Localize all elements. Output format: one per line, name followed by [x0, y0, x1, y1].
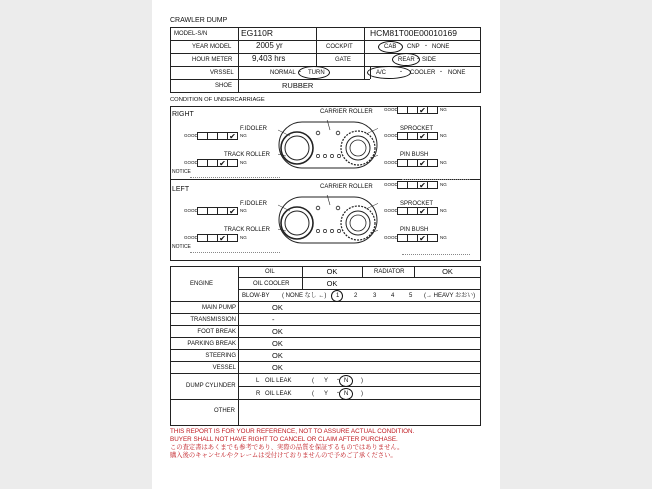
side-label: LEFT	[172, 186, 190, 193]
sprocket-label: SPROCKET	[400, 126, 434, 132]
disclaimer-line-1: THIS REPORT IS FOR YOUR REFERENCE, NOT TO ASSURE ACTUAL CONDITION.	[170, 428, 415, 435]
undercarriage-title: CONDITION OF UNDERCARRIAGE	[170, 97, 265, 103]
ng-label: NG	[440, 133, 447, 138]
notice-label: NOTICE	[172, 169, 191, 175]
sprocket-gauge	[398, 132, 438, 140]
leak-yes: Y	[324, 378, 329, 384]
shoe-value: RUBBER	[282, 81, 314, 90]
good-label: GOOD	[184, 208, 198, 213]
gauge-check: ✔	[417, 181, 428, 189]
model-value: EG110R	[241, 28, 273, 38]
gauge-box	[227, 159, 238, 167]
vessel-option-normal: NORMAL	[270, 70, 296, 76]
item-value: OK	[272, 327, 283, 336]
gauge-check: ✔	[417, 207, 428, 215]
track-roller-gauge	[198, 159, 238, 167]
vessel-label: VRSSEL	[210, 70, 234, 76]
disclaimer-line-3: この査定書はあくまでも参考であり、実際の品質を保証するものではありません。	[170, 444, 404, 451]
engine-label: ENGINE	[190, 281, 214, 287]
good-label: GOOD	[184, 133, 198, 138]
gauge-check: ✔	[227, 132, 238, 140]
cockpit-option-cab: CAB	[384, 44, 397, 50]
gate-option-side: SIDE	[422, 57, 437, 63]
f-idoler-label: F.IDOLER	[240, 126, 268, 132]
blowby-level-1: 1	[336, 293, 340, 299]
item-label: PARKING BREAK	[187, 341, 236, 347]
radiator-label: RADIATOR	[374, 269, 405, 275]
item-label: FOOT BREAK	[197, 329, 236, 335]
good-label: GOOD	[384, 133, 398, 138]
serial-value: HCM81T00E00010169	[370, 28, 457, 38]
item-value: OK	[272, 351, 283, 360]
oil-cooler-label: OIL COOLER	[253, 281, 290, 287]
ng-label: NG	[440, 107, 447, 112]
oil-cooler-value: OK	[326, 279, 338, 288]
dump-cylinder-label: DUMP CYLINDER	[186, 383, 236, 389]
good-label: GOOD	[384, 182, 398, 187]
good-label: GOOD	[384, 235, 398, 240]
leak-no-circle	[339, 388, 353, 400]
shoe-label: SHOE	[215, 83, 233, 89]
good-label: GOOD	[184, 235, 198, 240]
gauge-box	[427, 159, 438, 167]
item-value: OK	[272, 363, 283, 372]
other-label: OTHER	[214, 408, 235, 414]
gate-selection-circle	[392, 53, 420, 66]
carrier-roller-label: CARRIER ROLLER	[320, 109, 373, 115]
ng-label: NG	[440, 235, 447, 240]
radiator-value: OK	[442, 267, 453, 276]
year-label: YEAR MODEL	[192, 44, 232, 50]
oil-value: OK	[326, 267, 338, 276]
pin-bush-label: PIN BUSH	[400, 227, 429, 233]
inspection-sheet: CRAWLER DUMP MODEL-S/N EG110R HCM81T00E00010169 YEAR MODEL 2005 yr COCKPIT CAB ・ CNP ・ NONE HOUR METER 9,403 hrs GATE REAR ・ SIDE VRSSEL NORMAL ・ TURN A/C ・ COOLER ・ NONE SHOE RUBBER CONDITION OF UNDERCARRIAGE RIGHT CARRIER ROLLER F.IDOLER SPROCKET TRACK ROLLER PIN BUSH NOTICE GOOD ✔ NG GOOD ✔ NG GOOD ✔ NG GOOD ✔ NG GOOD ✔ NG LEFT CARRIER ROLLER F.IDOLER SPROCKET TRACK ROLLER PIN BUSH NOTICE GOOD ✔ NG GOOD ✔ NG GOOD ✔ NG GOOD ✔ NG GOOD ✔ NG ENGINE OIL OK RADIATOR OK OIL COOLER OK BLOW-BY ( NONE なし ←) 1 2 3 4 5 (→ HEAVY おおい) MAIN PUMP OK TRANSMISSION - FOOT BREAK OK PARKING BREAK OK STEERING OK VESSEL OK DUMP CYLINDER L OIL LEAK ( Y ・ N ) R OIL LEAK ( Y ・ N ) OTHER THIS REPORT IS FOR YOUR REFERENCE, NOT TO ASSURE ACTUAL CONDITION. BUYER SHALL NOT HAVE RIGHT TO CANCEL OR CLAIM AFTER PURCHASE. この査定書はあくまでも参考であり、実際の品質を保証するものではありません。 購入後のキャンセルやクレームは受付けておりませんので予めご了承ください。	[152, 0, 500, 489]
cockpit-option-cnp: CNP	[407, 44, 420, 50]
document-title: CRAWLER DUMP	[170, 17, 228, 24]
oil-label: OIL	[265, 269, 275, 275]
gauge-check: ✔	[417, 159, 428, 167]
f-idoler-gauge	[198, 132, 238, 140]
cockpit-option-none: NONE	[432, 44, 450, 50]
blowby-level-4: 4	[391, 293, 395, 299]
leak-no: N	[344, 391, 349, 397]
blowby-level-2: 2	[354, 293, 358, 299]
blowby-selection-circle	[331, 290, 343, 302]
side-label: RIGHT	[172, 111, 194, 118]
carrier-roller-gauge	[398, 181, 438, 189]
f-idoler-gauge	[198, 207, 238, 215]
gauge-box	[427, 106, 438, 114]
ac-selection-circle	[367, 66, 411, 79]
pin-bush-gauge	[398, 234, 438, 242]
vessel-selection-circle	[298, 66, 330, 79]
good-label: GOOD	[384, 160, 398, 165]
ng-label: NG	[440, 182, 447, 187]
gauge-box	[427, 234, 438, 242]
good-label: GOOD	[384, 107, 398, 112]
ac-option-ac: A/C	[376, 70, 387, 76]
good-label: GOOD	[184, 160, 198, 165]
blowby-label: BLOW-BY	[242, 293, 270, 299]
gate-label: GATE	[335, 57, 351, 63]
item-label: STEERING	[205, 353, 236, 359]
f-idoler-label: F.IDOLER	[240, 201, 268, 207]
sprocket-label: SPROCKET	[400, 201, 434, 207]
item-label: TRANSMISSION	[190, 317, 236, 323]
blowby-none: ( NONE なし ←)	[282, 293, 327, 299]
gauge-box	[427, 132, 438, 140]
carrier-roller-gauge	[398, 106, 438, 114]
track-roller-label: TRACK ROLLER	[224, 227, 271, 233]
ng-label: NG	[240, 235, 247, 240]
track-roller-label: TRACK ROLLER	[224, 152, 271, 158]
blowby-level-5: 5	[409, 293, 413, 299]
cockpit-selection-circle	[378, 41, 403, 53]
item-value: OK	[272, 339, 283, 348]
disclaimer-line-2: BUYER SHALL NOT HAVE RIGHT TO CANCEL OR CLAIM AFTER PURCHASE.	[170, 436, 398, 443]
gate-option-rear: REAR	[398, 57, 415, 63]
cockpit-label: COCKPIT	[326, 44, 353, 50]
ng-label: NG	[240, 208, 247, 213]
oil-leak-label: OIL LEAK	[265, 391, 292, 397]
leak-no-circle	[339, 375, 353, 387]
sprocket-gauge	[398, 207, 438, 215]
item-label: MAIN PUMP	[201, 305, 236, 311]
blowby-level-3: 3	[373, 293, 377, 299]
gauge-box	[427, 181, 438, 189]
gauge-check: ✔	[417, 132, 428, 140]
leak-yes: Y	[324, 391, 329, 397]
oil-leak-label: OIL LEAK	[265, 378, 292, 384]
ng-label: NG	[440, 160, 447, 165]
gauge-check: ✔	[217, 159, 228, 167]
ng-label: NG	[440, 208, 447, 213]
undercarriage-diagram	[278, 120, 378, 178]
carrier-roller-label: CARRIER ROLLER	[320, 184, 373, 190]
blowby-heavy: (→ HEAVY おおい)	[424, 293, 476, 299]
gauge-check: ✔	[417, 234, 428, 242]
ng-label: NG	[240, 133, 247, 138]
leak-no: N	[344, 378, 349, 384]
item-value: OK	[272, 303, 283, 312]
item-label: VESSEL	[212, 365, 236, 371]
ac-option-none: NONE	[448, 70, 466, 76]
gauge-box	[227, 234, 238, 242]
vessel-option-turn: TURN	[308, 70, 325, 76]
notice-label: NOTICE	[172, 244, 191, 250]
ac-option-cooler: COOLER	[410, 70, 436, 76]
gauge-check: ✔	[227, 207, 238, 215]
gauge-box	[427, 207, 438, 215]
cylinder-side: R	[256, 391, 261, 397]
item-value: -	[272, 315, 275, 324]
undercarriage-diagram	[278, 195, 378, 253]
pin-bush-gauge	[398, 159, 438, 167]
hour-value: 9,403 hrs	[252, 54, 286, 63]
gauge-check: ✔	[217, 234, 228, 242]
cylinder-side: L	[256, 378, 260, 384]
model-label: MODEL-S/N	[174, 31, 208, 37]
gauge-check: ✔	[417, 106, 428, 114]
pin-bush-label: PIN BUSH	[400, 152, 429, 158]
year-value: 2005 yr	[256, 41, 283, 50]
hour-label: HOUR METER	[192, 57, 233, 63]
disclaimer-line-4: 購入後のキャンセルやクレームは受付けておりませんので予めご了承ください。	[170, 452, 397, 459]
ng-label: NG	[240, 160, 247, 165]
good-label: GOOD	[384, 208, 398, 213]
track-roller-gauge	[198, 234, 238, 242]
